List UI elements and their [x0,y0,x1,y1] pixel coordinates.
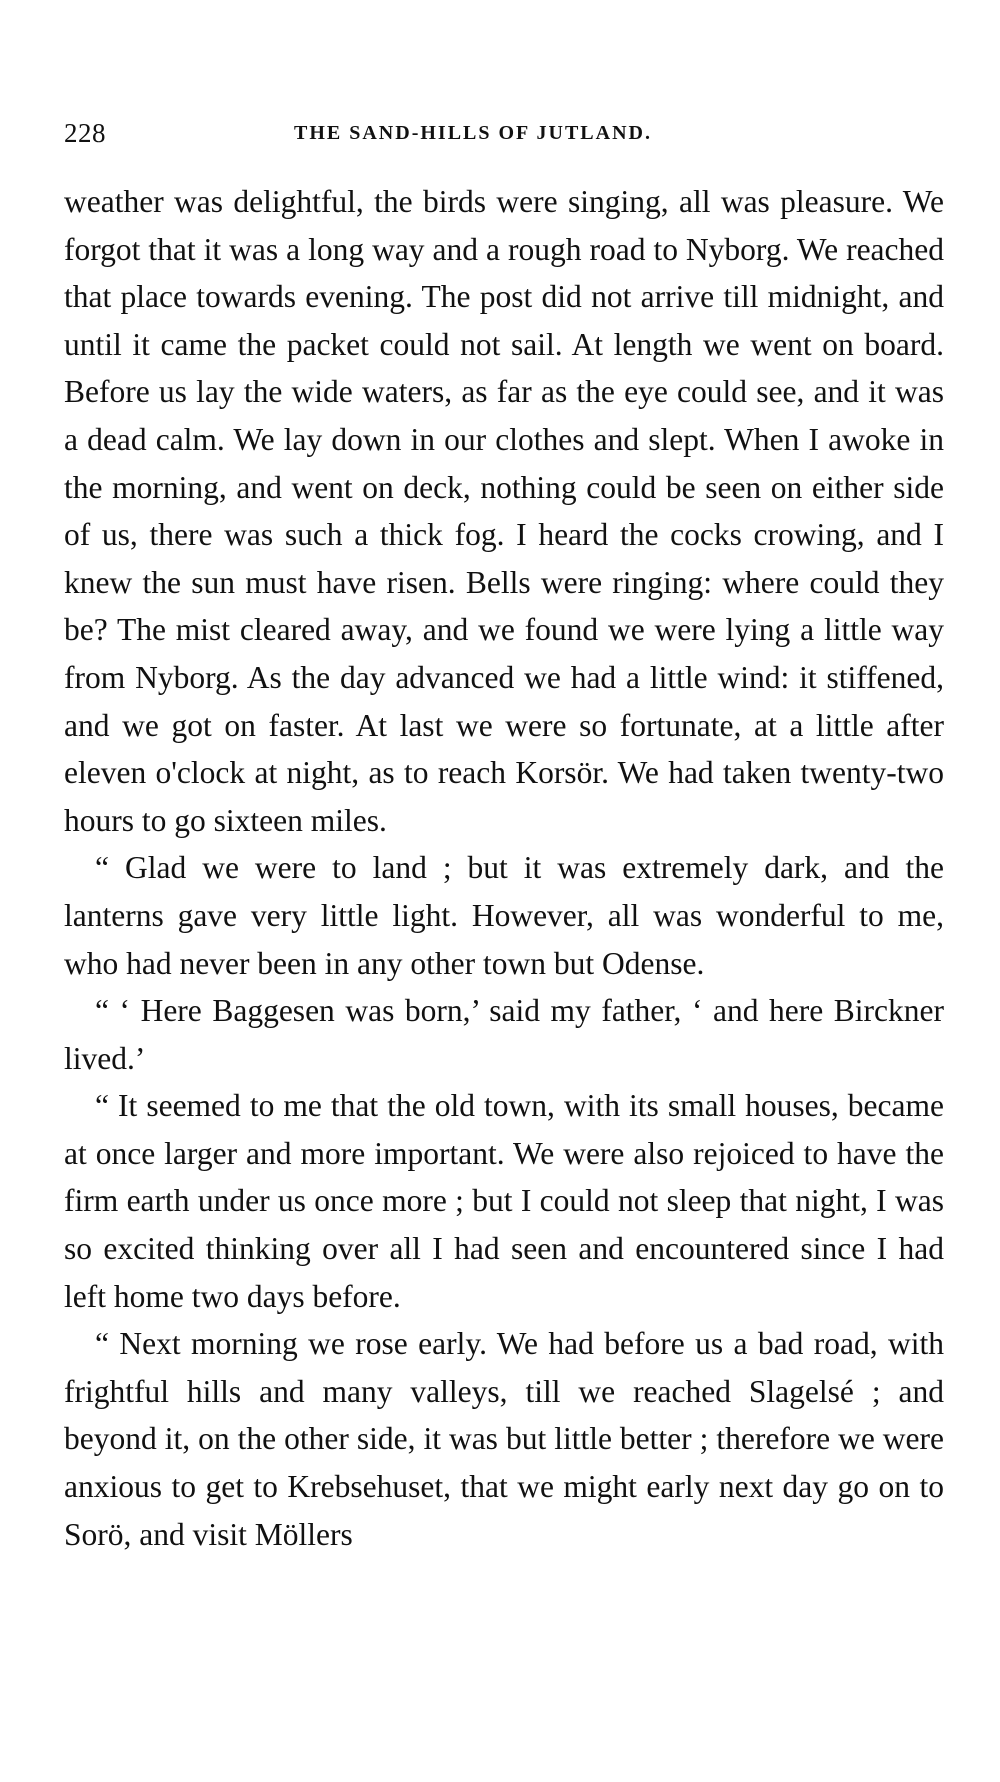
running-title: THE SAND-HILLS OF JUTLAND. [294,122,652,144]
body-text [64,178,944,1558]
paragraph: “ It seemed to me that the old town, with its small houses, became at once larger and more important. We were also rejoiced to have the firm earth under us once more ; but I could not sleep that night, I was so excited thinking over all I had seen and encountered since I had left home two days before. [64,1088,944,1314]
paragraph: “ Next morning we rose early. We had before us a bad road, with frightful hills and many valleys, till we reached Slagelsé ; and beyond it, on the other side, it was but little better ; therefore we were anxious to get to Krebsehuset, that we might early next day go on to Sorö, and visit Möllers [64,1326,944,1552]
page-number: 228 [64,118,106,148]
paragraph: “ ‘ Here Baggesen was born,’ said my father, ‘ and here Birckner lived.’ [64,993,944,1076]
paragraph: “ Glad we were to land ; but it was extremely dark, and the lanterns gave very little light. However, all was wonderful to me, who had never been in any other town but Odense. [64,850,944,981]
paragraph: weather was delightful, the birds were singing, all was pleasure. We forgot that it was a long way and a rough road to Nyborg. We reached that place towards evening. The post did not arrive till midnight, and until it came the packet could not sail. At length we went on board. Before us lay the wide waters, as far as the eye could see, and it was a dead calm. We lay down in our clothes and slept. When I awoke in the morning, and went on deck, nothing could be seen on either side of us, there was such a thick fog. I heard the cocks crowing, and I knew the sun must have risen. Bells were ringing: where could they be? The mist cleared away, and we found we were lying a little way from Nyborg. As the day advanced we had a little wind: it stiffened, and we got on faster. At last we were so fortunate, at a little after eleven o'clock at night, as to reach Korsör. We had taken twenty-two hours to go sixteen miles. [64,184,944,838]
page-header [64,118,944,154]
